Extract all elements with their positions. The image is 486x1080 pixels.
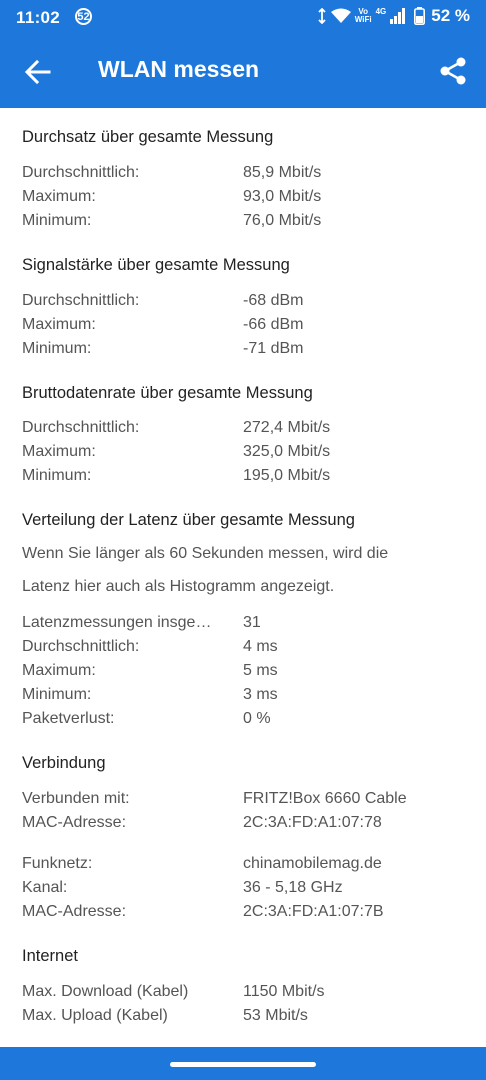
arrow-left-icon[interactable] xyxy=(24,58,52,86)
table-row xyxy=(22,903,462,927)
battery-percent: 52 % xyxy=(431,6,470,25)
notification-count-badge: 52 xyxy=(75,8,92,25)
table-row xyxy=(22,710,462,734)
row-value: chinamobilemag.de xyxy=(243,855,382,872)
latency-note-line-1: Wenn Sie länger als 60 Sekunden messen, wird die xyxy=(22,545,389,562)
status-time: 11:02 xyxy=(16,8,61,27)
row-value: 76,0 Mbit/s xyxy=(243,212,322,229)
network-type: 4G xyxy=(375,7,387,16)
vowifi-top: Vo xyxy=(358,7,368,16)
section-title-connection: Verbindung xyxy=(22,754,106,772)
table-row xyxy=(22,419,462,443)
row-label: Durchschnittlich: xyxy=(22,419,140,436)
latency-note-line-2: Latenz hier auch als Histogramm angezeigt. xyxy=(22,578,335,595)
table-row xyxy=(22,790,462,814)
top-bar xyxy=(0,0,486,108)
row-label: MAC-Adresse: xyxy=(22,903,127,920)
table-row xyxy=(22,662,462,686)
row-label: Minimum: xyxy=(22,212,92,229)
table-row xyxy=(22,443,462,467)
wifi-icon xyxy=(331,8,351,24)
page-title: WLAN messen xyxy=(98,56,260,82)
row-value: -71 dBm xyxy=(243,340,304,357)
row-value: -68 dBm xyxy=(243,292,304,309)
row-value: 36 - 5,18 GHz xyxy=(243,879,343,896)
row-value: 31 xyxy=(243,614,261,631)
app-bar xyxy=(0,36,486,108)
section-title-signal: Signalstärke über gesamte Messung xyxy=(22,256,290,274)
row-label: Maximum: xyxy=(22,443,96,460)
section-title-throughput: Durchsatz über gesamte Messung xyxy=(22,128,274,146)
section-title-internet: Internet xyxy=(22,947,78,965)
table-row xyxy=(22,983,462,1007)
table-row xyxy=(22,814,462,838)
table-row xyxy=(22,164,462,188)
row-value: 2C:3A:FD:A1:07:78 xyxy=(243,814,382,831)
table-row xyxy=(22,638,462,662)
row-value: 4 ms xyxy=(243,638,278,655)
row-label: Minimum: xyxy=(22,340,92,357)
row-label: Latenzmessungen insge… xyxy=(22,614,212,631)
table-row xyxy=(22,467,462,491)
signal-icon xyxy=(390,8,406,24)
home-indicator[interactable] xyxy=(170,1062,316,1067)
table-row xyxy=(22,188,462,212)
status-icons xyxy=(317,6,470,26)
table-row xyxy=(22,316,462,340)
navigation-bar xyxy=(0,1047,486,1080)
vowifi-bottom: WiFi xyxy=(354,15,372,24)
vibrate-icon xyxy=(317,8,327,24)
row-label: Paketverlust: xyxy=(22,710,115,727)
row-value: 272,4 Mbit/s xyxy=(243,419,331,436)
row-label: Max. Upload (Kabel) xyxy=(22,1007,168,1024)
row-value: -66 dBm xyxy=(243,316,304,333)
table-row xyxy=(22,292,462,316)
battery-icon xyxy=(414,7,425,25)
table-row xyxy=(22,614,462,638)
row-value: 5 ms xyxy=(243,662,278,679)
row-value: 1150 Mbit/s xyxy=(243,983,325,1000)
row-label: Maximum: xyxy=(22,316,96,333)
table-row xyxy=(22,212,462,236)
section-title-gross-rate: Bruttodatenrate über gesamte Messung xyxy=(22,384,313,402)
row-label: Maximum: xyxy=(22,188,96,205)
row-label: Minimum: xyxy=(22,686,92,703)
row-label: Minimum: xyxy=(22,467,92,484)
row-label: Kanal: xyxy=(22,879,68,896)
row-label: Durchschnittlich: xyxy=(22,292,140,309)
row-value: 85,9 Mbit/s xyxy=(243,164,322,181)
row-value: 93,0 Mbit/s xyxy=(243,188,322,205)
row-label: Durchschnittlich: xyxy=(22,638,140,655)
row-value: 53 Mbit/s xyxy=(243,1007,308,1024)
row-value: 3 ms xyxy=(243,686,278,703)
section-title-latency: Verteilung der Latenz über gesamte Messung xyxy=(22,511,355,529)
row-label: Maximum: xyxy=(22,662,96,679)
table-row xyxy=(22,686,462,710)
row-value: FRITZ!Box 6660 Cable xyxy=(243,790,407,807)
row-label: Verbunden mit: xyxy=(22,790,130,807)
table-row xyxy=(22,340,462,364)
row-value: 325,0 Mbit/s xyxy=(243,443,331,460)
row-value: 195,0 Mbit/s xyxy=(243,467,331,484)
table-row xyxy=(22,1007,462,1031)
status-bar xyxy=(0,0,486,36)
table-row xyxy=(22,879,462,903)
row-value: 0 % xyxy=(243,710,271,727)
row-label: Durchschnittlich: xyxy=(22,164,140,181)
vowifi-icon xyxy=(355,8,372,24)
table-row xyxy=(22,855,462,879)
row-label: MAC-Adresse: xyxy=(22,814,127,831)
row-label: Max. Download (Kabel) xyxy=(22,983,189,1000)
row-value: 2C:3A:FD:A1:07:7B xyxy=(243,903,384,920)
row-label: Funknetz: xyxy=(22,855,93,872)
share-icon[interactable] xyxy=(438,56,468,86)
